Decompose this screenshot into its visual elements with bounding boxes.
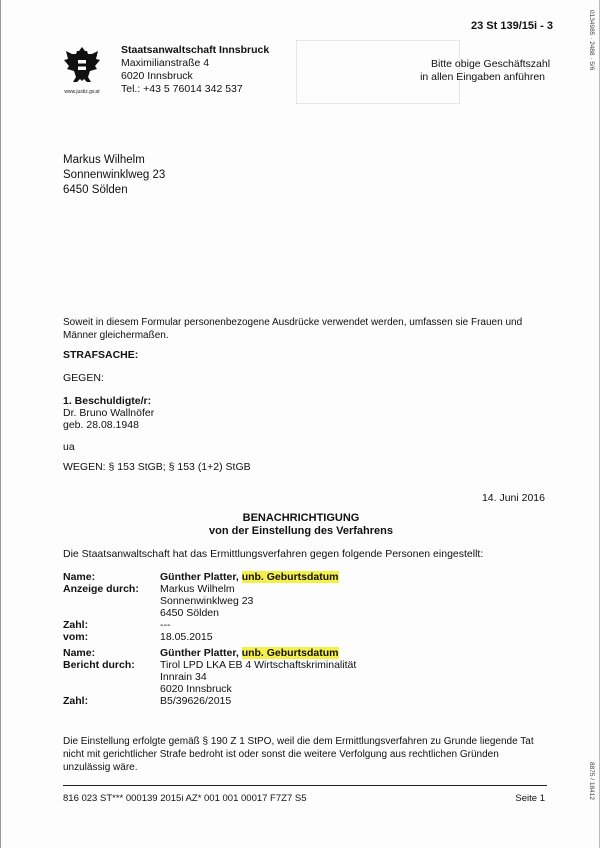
entry-1-by-line1: Markus Wilhelm [160,583,235,595]
entry-2-by-label: Bericht durch: [63,659,135,671]
entry-2-by-line1: Tirol LPD LKA EB 4 Wirtschaftskriminalität [160,659,357,671]
accused-name: Dr. Bruno Wallnöfer [63,407,155,419]
entry-2-by-line3: 6020 Innsbruck [160,683,232,695]
page-number: Seite 1 [515,793,545,804]
recipient-street: Sonnenwinklweg 23 [63,169,166,181]
closing-line1: Die Einstellung erfolgte gemäß § 190 Z 1 StPO, weil die dem Ermittlungsverfahren zu Grunde liegende Tat [63,736,534,747]
entry-1-by-label: Anzeige durch: [63,583,139,595]
accused-birthdate: geb. 28.08.1948 [63,419,139,431]
gegen-label: GEGEN: [63,372,104,384]
entry-2-zahl-label: Zahl: [63,695,89,707]
entry-1-birthdate-flag: unb. Geburtsdatum [241,571,339,583]
logo-url: www.justiz.gv.at [64,89,100,95]
ua-label: ua [63,441,75,453]
closing-line2: nicht mit gerichtlicher Strafe bedroht ist oder sonst die weitere Verfolgung aus rechtlichen Gründen [63,749,499,760]
strafsache-heading: STRAFSACHE: [63,349,139,361]
entry-2-name-label: Name: [63,647,96,659]
entry-1-name-text: Günther Platter, [160,571,242,583]
entry-2-birthdate-flag: unb. Geburtsdatum [241,647,339,659]
recipient-city: 6450 Sölden [63,184,128,196]
side-code-bottom: 8875 / 18412 [588,762,595,800]
sender-city: 6020 Innsbruck [121,70,193,82]
reference-note-line2: in allen Eingaben anführen [420,71,545,83]
entry-1 [63,571,553,641]
entry-2 [63,647,553,707]
entry-2-zahl: B5/39626/2015 [160,695,232,707]
closing-line3: unzulässig wäre. [63,762,138,773]
intro-line2: Männer gleichermaßen. [63,330,169,341]
notice-intro: Die Staatsanwaltschaft hat das Ermittlungsverfahren gegen folgende Personen eingestellt: [63,548,484,560]
case-reference: 23 St 139/15i - 3 [471,20,553,32]
footer-code: 816 023 ST*** 000139 2015i AZ* 001 001 00017 F7Z7 S5 [63,793,307,804]
entry-1-vom: 18.05.2015 [160,631,213,643]
entry-1-by-line3: 6450 Sölden [160,607,219,619]
reference-note-line1: Bitte obige Geschäftszahl [431,58,551,70]
intro-line1: Soweit in diesem Formular personenbezogene Ausdrücke verwendet werden, umfassen sie Frauen und [63,317,523,328]
sender-street: Maximilianstraße 4 [121,57,210,69]
footer-divider [63,785,547,786]
recipient-name: Markus Wilhelm [63,154,145,166]
notice-title: BENACHRICHTIGUNG [242,512,360,524]
accused-heading: 1. Beschuldigte/r: [63,395,152,407]
sender-name: Staatsanwaltschaft Innsbruck [121,44,270,56]
document-date: 14. Juni 2016 [481,492,545,504]
entry-1-zahl: --- [160,619,171,631]
entry-2-name-text: Günther Platter, [160,647,242,659]
sender-phone: Tel.: +43 5 76014 342 537 [121,83,243,95]
entry-1-by-line2: Sonnenwinklweg 23 [160,595,254,607]
charges: WEGEN: § 153 StGB; § 153 (1+2) StGB [63,461,251,473]
entry-2-name [160,647,339,660]
entry-1-zahl-label: Zahl: [63,619,89,631]
side-code-top: 0134985 · 2488 · 5/6 [588,10,595,71]
eagle-emblem-icon [61,44,103,84]
entry-2-by-line2: Innrain 34 [160,671,207,683]
entry-1-name-label: Name: [63,571,96,583]
entry-1-vom-label: vom: [63,631,89,643]
justiz-logo [61,44,103,95]
notice-subtitle: von der Einstellung des Verfahrens [209,525,393,537]
entry-1-name [160,571,339,584]
